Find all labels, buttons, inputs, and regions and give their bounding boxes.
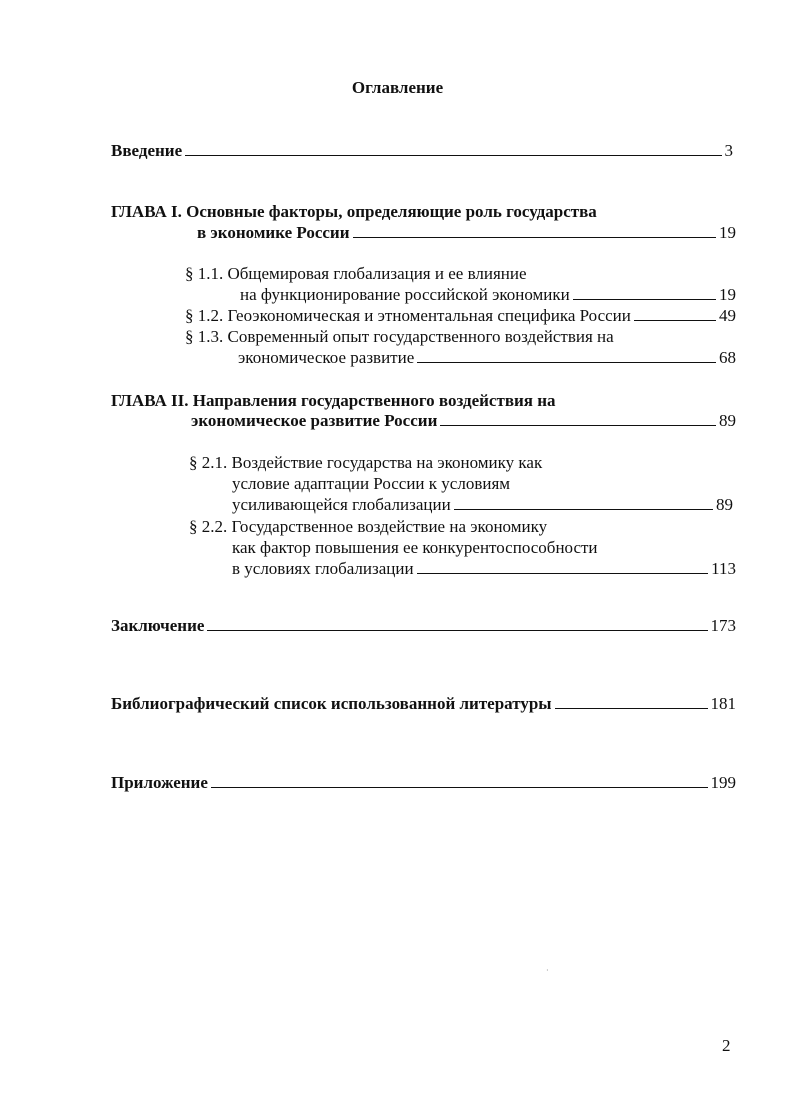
toc-entry-chapter1[interactable] [197,222,736,244]
toc-label: § 1.2. Геоэкономическая и этноментальная специфика России [185,306,631,325]
leader-line [634,305,716,321]
toc-entry-conclusion[interactable] [111,615,736,637]
leader-line [417,347,716,363]
toc-label: в условиях глобализации [232,559,414,578]
toc-page: 49 [719,306,736,325]
toc-page: 113 [711,559,736,578]
toc-label: Введение [111,141,183,160]
toc-label: Библиографический список использованной литературы [111,694,552,713]
toc-page: 199 [710,773,736,792]
toc-label: экономическое развитие России [191,411,438,430]
toc-section-2-1-title-cont: условие адаптации России к условиям [232,474,511,493]
toc-page: 89 [716,495,733,514]
page-number: 2 [722,1036,731,1055]
page-title: Оглавление [351,78,444,97]
leader-line [353,222,716,238]
toc-label: Заключение [111,616,205,635]
toc-page: 173 [710,616,736,635]
toc-page: 181 [710,694,736,713]
leader-line [555,693,708,709]
toc-entry-chapter2[interactable] [191,410,736,432]
toc-section-2-2-title-cont: как фактор повышения ее конкурентоспособности [232,538,598,557]
toc-section-1-1-title: § 1.1. Общемировая глобализация и ее влияние [185,264,527,283]
toc-label: на функционирование российской экономики [240,285,570,304]
leader-line [440,410,716,426]
toc-page: 89 [719,411,736,430]
toc-entry-section-2-2[interactable] [232,558,736,580]
toc-entry-section-1-3[interactable] [238,347,736,369]
toc-entry-intro[interactable] [111,140,733,162]
scan-speck: · [546,966,549,975]
toc-entry-section-2-1[interactable] [232,494,733,516]
toc-section-2-2-title: § 2.2. Государственное воздействие на экономику [189,517,548,536]
toc-section-2-1-title: § 2.1. Воздействие государства на экономику как [189,453,543,472]
toc-page: 19 [719,285,736,304]
leader-line [211,772,708,788]
toc-label: в экономике России [197,223,350,242]
toc-section-1-3-title: § 1.3. Современный опыт государственного воздействия на [185,327,614,346]
toc-chapter2-title: ГЛАВА II. Направления государственного воздействия на [111,391,556,410]
toc-page: 19 [719,223,736,242]
toc-page: 3 [724,141,733,160]
toc-chapter1-title: ГЛАВА I. Основные факторы, определяющие роль государства [111,202,597,221]
toc-entry-appendix[interactable] [111,772,736,794]
leader-line [454,494,713,510]
toc-entry-section-1-2[interactable] [185,305,736,327]
toc-page: 68 [719,348,736,367]
leader-line [573,284,716,300]
leader-line [185,140,721,156]
toc-entry-bibliography[interactable] [111,693,736,715]
toc-label: усиливающейся глобализации [232,495,451,514]
leader-line [207,615,707,631]
toc-label: Приложение [111,773,208,792]
toc-entry-section-1-1[interactable] [240,284,736,306]
leader-line [417,558,709,574]
toc-label: экономическое развитие [238,348,415,367]
